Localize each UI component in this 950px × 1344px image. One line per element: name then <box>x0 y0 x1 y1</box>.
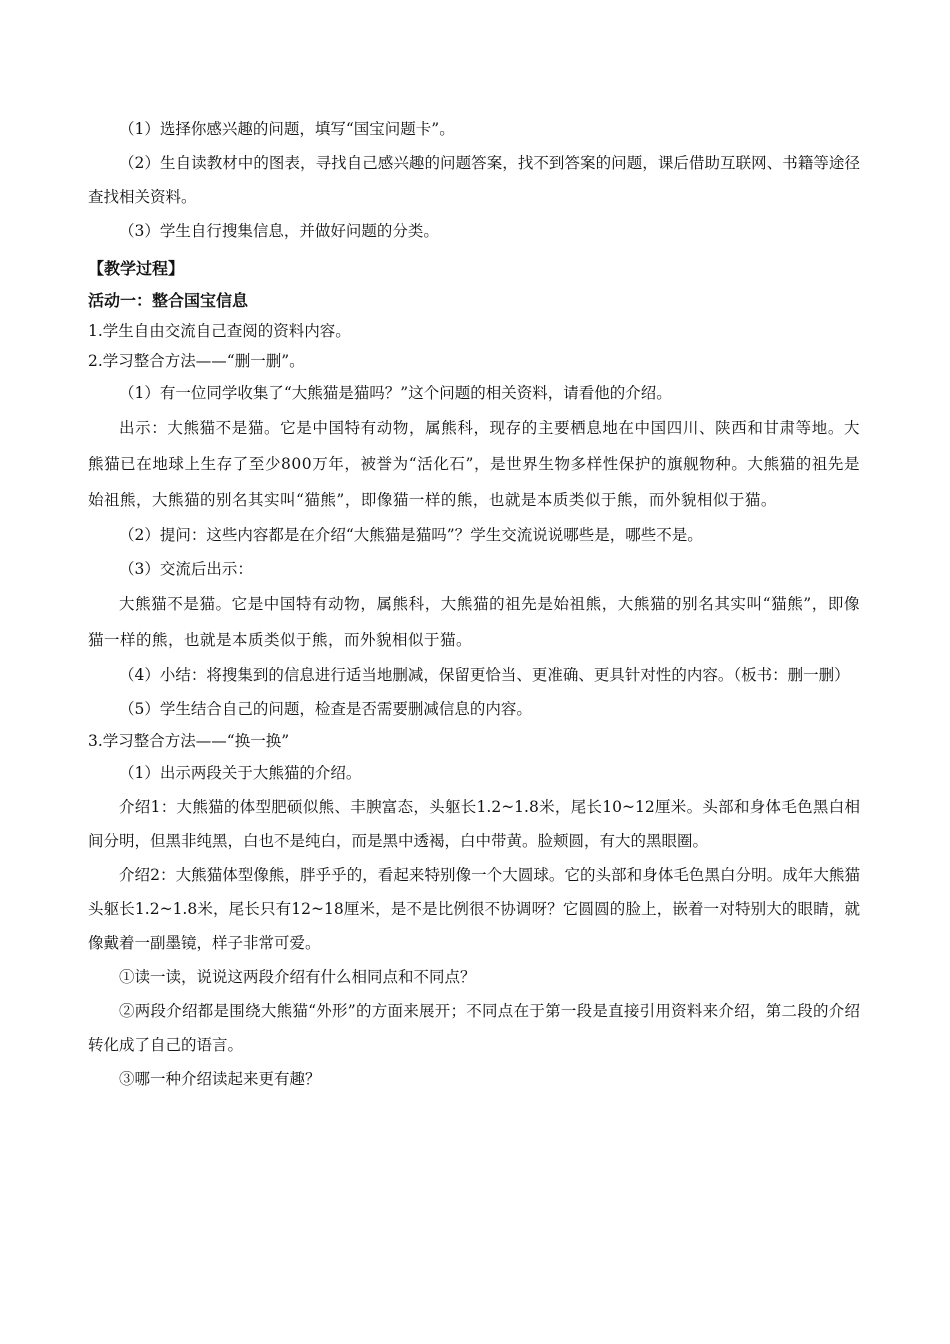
step-2-title: 2.学习整合方法——“删一删”。 <box>88 352 305 370</box>
step-3-question-1: ①读一读，说说这两段介绍有什么相同点和不同点？ <box>119 968 476 986</box>
step-3-question-3: ③哪一种介绍读起来更有趣？ <box>119 1070 321 1088</box>
step-2-item-2: （2）提问：这些内容都是在介绍“大熊猫是猫吗”？学生交流说说哪些是，哪些不是。 <box>119 526 703 544</box>
step-2-quote-1: 出示：大熊猫不是猫。它是中国特有动物，属熊科，现存的主要栖息地在中国四川、陕西和甘肃等地。大熊猫已在地球上生存了至少800万年，被誉为“活化石”，是世界生物多样性保护的旗舰物种。大熊猫的祖先是始祖熊，大熊猫的别名其实叫“猫熊”，即像猫一样的熊，也就是本质类似于熊，而外貌相似于猫。 <box>88 419 860 509</box>
document-page <box>88 112 860 1096</box>
step-2-item-5: （5）学生结合自己的问题，检查是否需要删减信息的内容。 <box>119 700 532 718</box>
step-2-item-1: （1）有一位同学收集了“大熊猫是猫吗？”这个问题的相关资料，请看他的介绍。 <box>119 384 672 402</box>
step-3-item-1: （1）出示两段关于大熊猫的介绍。 <box>119 764 362 782</box>
prep-item-3: （3）学生自行搜集信息，并做好问题的分类。 <box>119 222 439 240</box>
step-2-item-4: （4）小结：将搜集到的信息进行适当地删减，保留更恰当、更准确、更具针对性的内容。（板书：删一删） <box>119 666 850 684</box>
activity-title: 活动一：整合国宝信息 <box>88 291 249 310</box>
section-heading-teaching-process: 【教学过程】 <box>88 259 185 278</box>
step-3-intro-2: 介绍2：大熊猫体型像熊，胖乎乎的，看起来特别像一个大圆球。它的头部和身体毛色黑白分明。成年大熊猫头躯长1.2~1.8米，尾长只有12~18厘米，是不是比例很不协调呀？它圆圆的脸上，嵌着一对特别大的眼睛，就像戴着一副墨镜，样子非常可爱。 <box>88 866 860 952</box>
prep-item-1: （1）选择你感兴趣的问题，填写“国宝问题卡”。 <box>119 120 455 138</box>
step-1: 1.学生自由交流自己查阅的资料内容。 <box>88 322 351 340</box>
step-3-title: 3.学习整合方法——“换一换” <box>88 732 290 750</box>
step-2-quote-2: 大熊猫不是猫。它是中国特有动物，属熊科，大熊猫的祖先是始祖熊，大熊猫的别名其实叫“猫熊”，即像猫一样的熊，也就是本质类似于熊，而外貌相似于猫。 <box>88 595 860 649</box>
step-3-intro-1: 介绍1：大熊猫的体型肥硕似熊、丰腴富态，头躯长1.2~1.8米，尾长10~12厘米。头部和身体毛色黑白相间分明，但黑非纯黑，白也不是纯白，而是黑中透褐，白中带黄。脸颊圆，有大的黑眼圈。 <box>88 798 860 850</box>
prep-item-2: （2）生自读教材中的图表，寻找自己感兴趣的问题答案，找不到答案的问题，课后借助互联网、书籍等途径查找相关资料。 <box>88 154 860 206</box>
step-3-answer-2: ②两段介绍都是围绕大熊猫“外形”的方面来展开；不同点在于第一段是直接引用资料来介绍，第二段的介绍转化成了自己的语言。 <box>88 1002 860 1054</box>
step-2-item-3: （3）交流后出示： <box>119 560 253 578</box>
